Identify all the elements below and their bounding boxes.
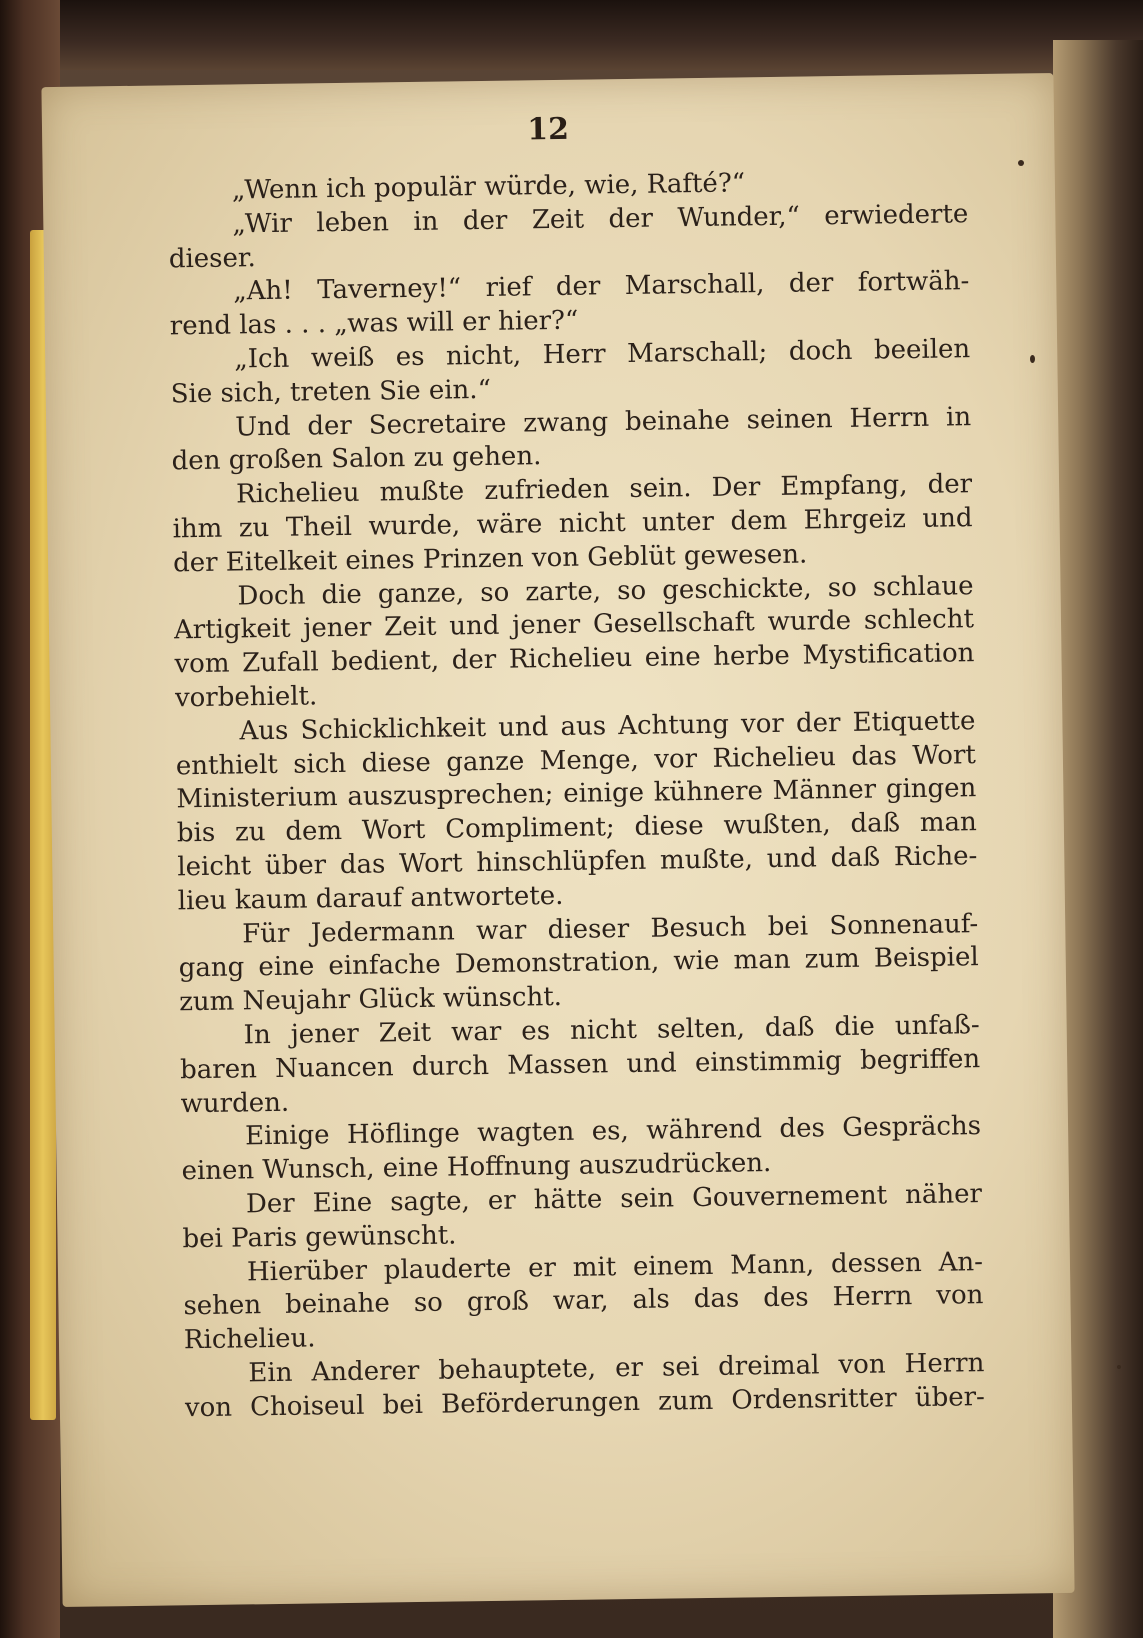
page-text-block: [168, 164, 985, 1426]
text-line: baren Nuancen durch Massen und einstimmig begriffen: [179, 1043, 981, 1086]
text-line: enthielt sich diese ganze Menge, vor Richelieu das Wort: [175, 739, 977, 781]
text-line: Ministerium auszusprechen; einige kühnere Männer gingen: [176, 773, 977, 815]
text-line: Sie sich, treten Sie ein.“: [170, 374, 492, 410]
text-line: lieu kaum darauf antwortete.: [177, 880, 564, 917]
page-number: 12: [526, 111, 570, 148]
text-line: Ein Anderer behauptete, er sei dreimal von Herrn: [248, 1347, 985, 1389]
text-line: Aus Schicklichkeit und aus Achtung vor der Etiquette: [239, 705, 976, 747]
text-line: bei Paris gewünscht.: [182, 1220, 457, 1254]
text-line: leicht über das Wort hinschlüpfen mußte, und daß Riche-: [177, 841, 978, 883]
text-line: sehen beinahe so groß war, als das des Herrn von: [183, 1280, 984, 1322]
text-line: Doch die ganze, so zarte, so geschickte, so schlaue: [237, 570, 974, 612]
book-cover-top-edge: [0, 0, 1143, 70]
text-line: ihm zu Theil wurde, wäre nicht unter dem Ehrgeiz und: [172, 503, 973, 545]
text-line: von Choiseul bei Beförderungen zum Ordensritter über-: [184, 1381, 986, 1423]
text-line: zum Neujahr Glück wünscht.: [179, 982, 563, 1018]
paper-speck: [1117, 1365, 1121, 1369]
text-line: Artigkeit jener Zeit und jener Gesellschaft wurde schlecht: [173, 604, 975, 646]
paper-speck: [1018, 160, 1024, 166]
text-line: dieser.: [168, 242, 256, 274]
text-line: „Ah! Taverney!“ rief der Marschall, der fortwäh-: [233, 266, 970, 307]
text-line: Hierüber plauderte er mit einem Mann, dessen An-: [246, 1246, 984, 1287]
text-line: Richelieu.: [183, 1323, 316, 1356]
text-line: rend las . . . „was will er hier?“: [169, 305, 579, 342]
text-line: Einige Höflinge wagten es, während des Gesprächs: [244, 1111, 982, 1152]
text-line: der Eitelkeit eines Prinzen von Geblüt gewesen.: [172, 539, 808, 579]
text-line: vorbehielt.: [174, 681, 318, 714]
book-page: [41, 73, 1074, 1607]
text-line: wurden.: [180, 1087, 290, 1119]
text-line: gang eine einfache Demonstration, wie man zum Beispiel: [178, 942, 979, 984]
text-line: „Ich weiß es nicht, Herr Marschall; doch beeilen: [234, 334, 971, 375]
text-line: „Wenn ich populär würde, wie, Rafté?“: [231, 168, 746, 206]
text-line: einen Wunsch, eine Hoffnung auszudrücken.: [181, 1148, 772, 1187]
text-line: „Wir leben in der Zeit der Wunder,“ erwiederte: [232, 199, 969, 240]
paper-speck: [1030, 355, 1035, 363]
text-line: Richelieu mußte zufrieden sein. Der Empfang, der: [235, 469, 973, 510]
text-line: den großen Salon zu gehen.: [171, 441, 542, 477]
text-line: In jener Zeit war es nicht selten, daß die unfaß-: [243, 1010, 980, 1051]
text-line: Und der Secretaire zwang beinahe seinen Herrn in: [234, 401, 972, 443]
text-line: bis zu dem Wort Compliment; diese wußten, daß man: [176, 807, 978, 849]
text-line: Für Jedermann war dieser Besuch bei Sonnenauf-: [242, 908, 979, 949]
text-line: vom Zufall bedient, der Richelieu eine herbe Mystification: [174, 638, 975, 680]
text-line: Der Eine sagte, er hätte sein Gouvernement näher: [245, 1179, 983, 1220]
